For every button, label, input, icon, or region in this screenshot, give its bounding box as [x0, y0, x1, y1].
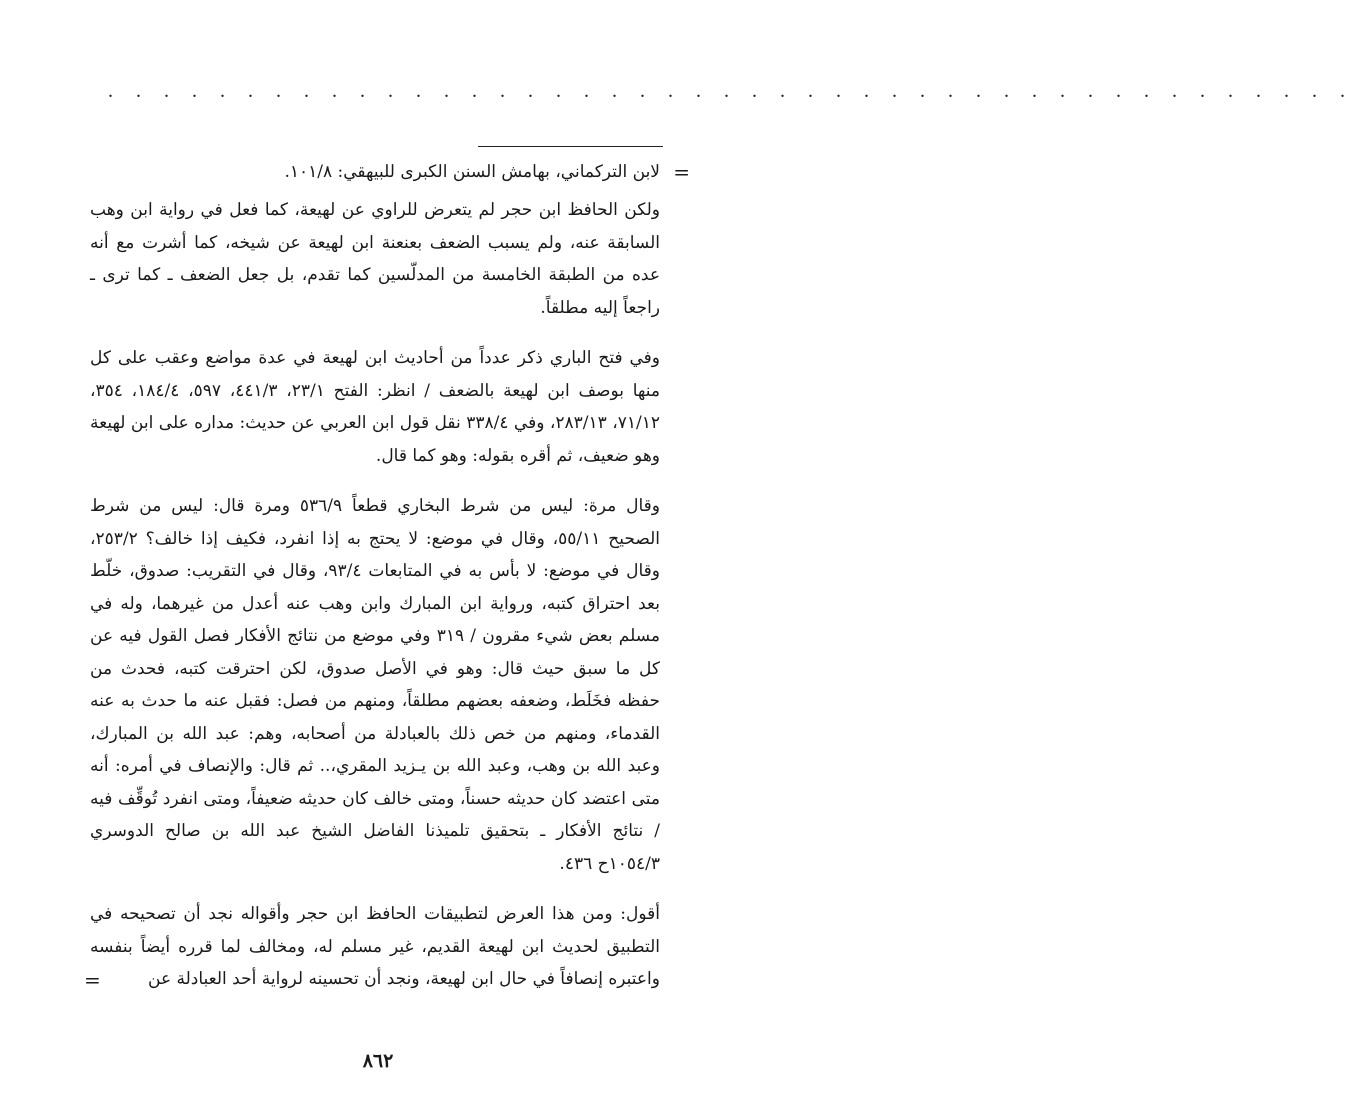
page-number: ٨٦٢ — [362, 1050, 394, 1072]
page-body — [90, 156, 690, 1014]
paragraph-4: أقول: ومن هذا العرض لتطبيقات الحافظ ابن حجر وأقواله نجد أن تصحيحه في التطبيق لحديث ابن لهيعة القديم، غير مسلم له، ومخالف لما قرره أيضاً بنفسه واعتبره إنصافاً في حال ابن لهيعة، ونجد أن تحسينه لرواية أحد العبادلة عن — [90, 904, 660, 989]
footnote-separator-rule — [478, 146, 663, 147]
paragraph-1: ولكن الحافظ ابن حجر لم يتعرض للراوي عن لهيعة، كما فعل في رواية ابن وهب السابقة عنه، ولم يسبب الضعف بعنعنة ابن لهيعة عن شيخه، كما أشرت مع أنه عده من الطبقة الخامسة من المدلّسين كما تقدم، بل جعل الضعف ـ كما ترى ـ راجعاً إليه مطلقاً. — [90, 200, 660, 318]
header-dotted-line: . . . . . . . . . . . . . . . . . . . . . . . . . . . . . . . . . . . . . . . . . . . . . — [108, 80, 1354, 102]
continuation-marker: = — [84, 968, 101, 992]
footnote-text: لابن التركماني، بهامش السنن الكبرى للبيهقي: ١٠١/٨. — [284, 162, 660, 182]
footnote-continuation-marker: = — [673, 160, 690, 184]
footnote-continuation — [90, 156, 690, 188]
paragraph-3: وقال مرة: ليس من شرط البخاري قطعاً ٥٣٦/٩ ومرة قال: ليس من شرط الصحيح ٥٥/١١، وقال في موضع: لا يحتج به إذا انفرد، فكيف إذا خالف؟ ٢٥٣/٢، وقال في موضع: لا بأس به في المتابعات ٩٣/٤، وقال في التقريب: صدوق، خلّط بعد احتراق كتبه، ورواية ابن المبارك وابن وهب عنه أعدل من غيرهما، وله في مسلم بعض شيء مقرون / ٣١٩ وفي موضع من نتائج الأفكار فصل القول فيه عن كل ما سبق حيث قال: وهو في الأصل صدوق، لكن احترقت كتبه، فحدث من حفظه فخَلَط، وضعفه بعضهم مطلقاً، ومنهم من فصل: فقبل عنه ما حدث به عنه القدماء، ومنهم من خص ذلك بالعبادلة من أصحابه، وهم: عبد الله بن المبارك، وعبد الله بن وهب، وعبد الله بن يـزيد المقري،.. ثم قال: والإنصاف في أمره: أنه متى اعتضد كان حديثه حسناً، ومتى خالف كان حديثه ضعيفاً، ومتى انفرد تُوقِّف فيه / نتائج الأفكار ـ بتحقيق تلميذنا الفاضل الشيخ عبد الله بن صالح الدوسري ١٠٥٤/٣ح ٤٣٦. — [90, 496, 661, 874]
paragraph-2: وفي فتح الباري ذكر عدداً من أحاديث ابن لهيعة في عدة مواضع وعقب على كل منها بوصف ابن لهيعة بالضعف / انظر: الفتح ٢٣/١، ٤٤١/٣، ٥٩٧، ١٨٤/٤، ٣٥٤، ٧١/١٢، ٢٨٣/١٣، وفي ٣٣٨/٤ نقل قول ابن العربي عن حديث: مداره على ابن لهيعة وهو ضعيف، ثم أقره بقوله: وهو كما قال. — [90, 348, 661, 466]
